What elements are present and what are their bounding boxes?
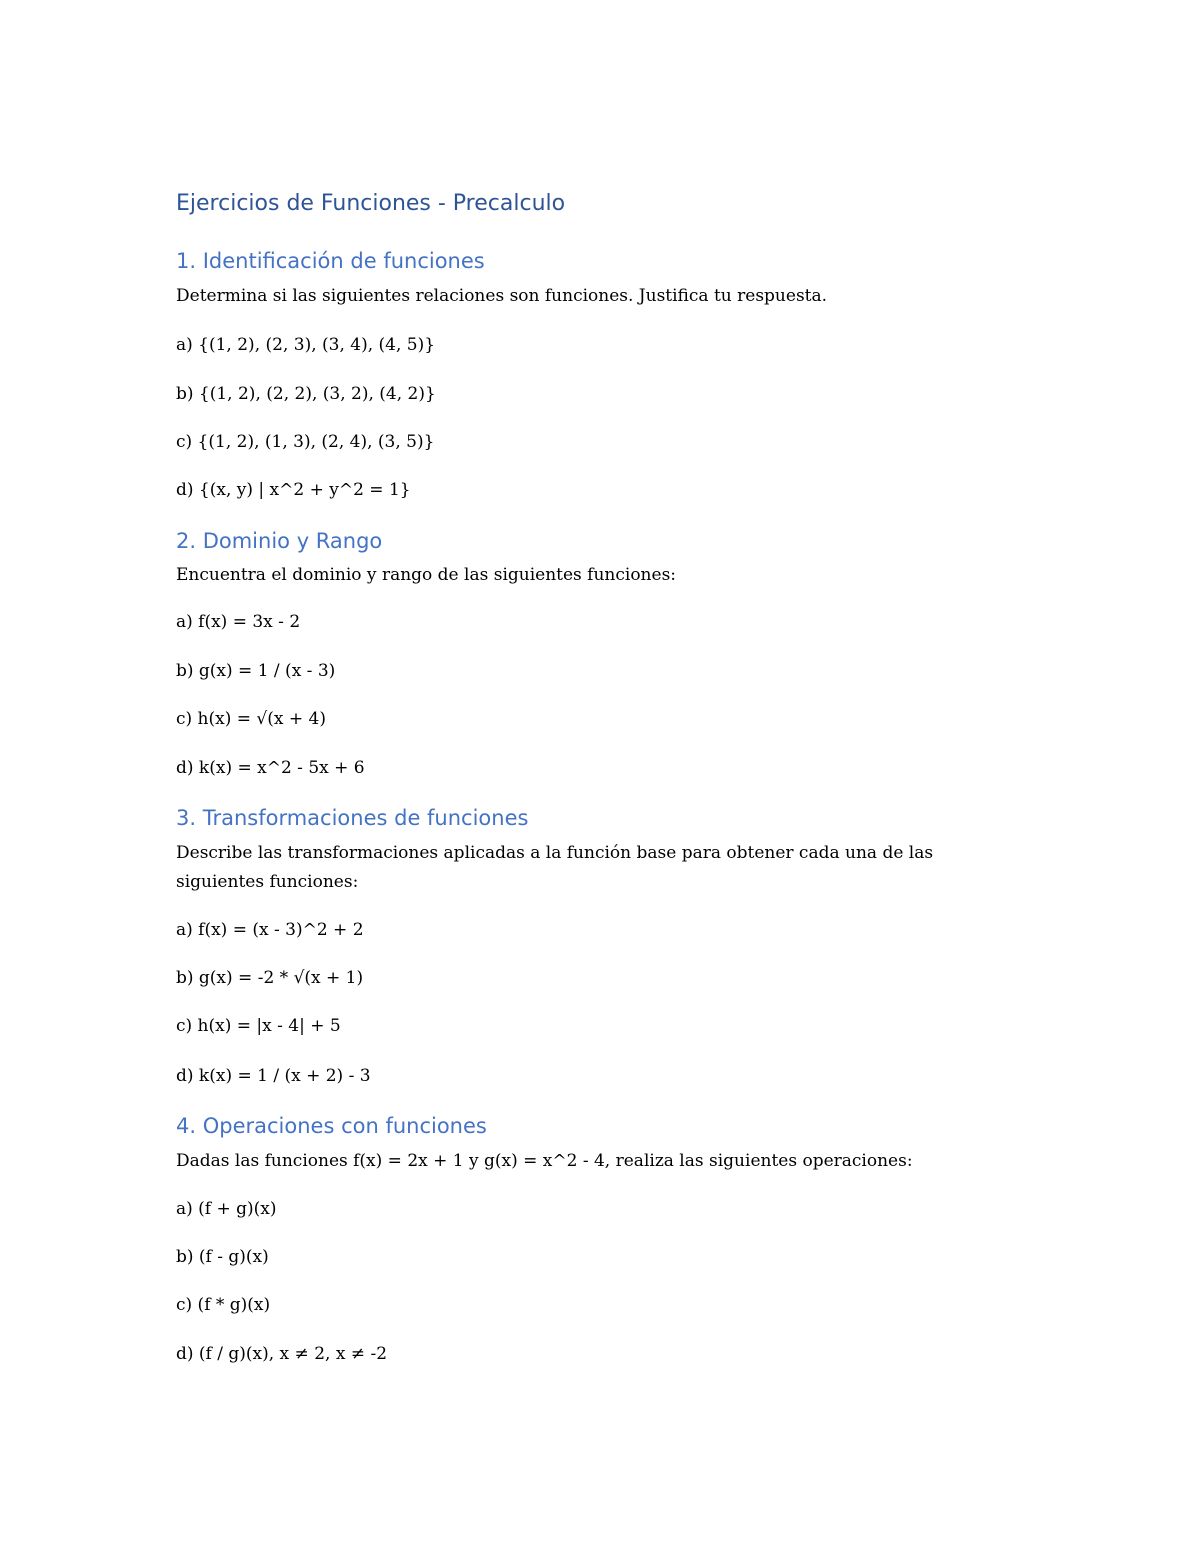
section-intro-transformaciones: Describe las transformaciones aplicadas a la función base para obtener cada una de las siguientes funciones:	[176, 843, 934, 892]
exercise-item: d) k(x) = x^2 - 5x + 6	[176, 758, 365, 778]
exercise-item: d) k(x) = 1 / (x + 2) - 3	[176, 1066, 371, 1086]
exercise-item: d) (f / g)(x), x ≠ 2, x ≠ -2	[176, 1344, 388, 1364]
exercise-item: b) (f - g)(x)	[176, 1247, 269, 1267]
section-intro-identificacion: Determina si las siguientes relaciones son funciones. Justifica tu respuesta.	[176, 286, 828, 306]
exercise-item: a) f(x) = (x - 3)^2 + 2	[176, 920, 364, 940]
exercise-item: c) h(x) = |x - 4| + 5	[176, 1016, 341, 1036]
exercise-item: b) g(x) = 1 / (x - 3)	[176, 661, 336, 681]
exercise-item: c) (f * g)(x)	[176, 1295, 271, 1315]
section-heading-dominio-rango: 2. Dominio y Rango	[176, 529, 383, 553]
exercise-item: a) {(1, 2), (2, 3), (3, 4), (4, 5)}	[176, 335, 436, 355]
exercise-item: b) {(1, 2), (2, 2), (3, 2), (4, 2)}	[176, 384, 436, 404]
section-heading-identificacion: 1. Identificación de funciones	[176, 249, 485, 273]
section-heading-transformaciones: 3. Transformaciones de funciones	[176, 806, 529, 830]
exercise-item: d) {(x, y) | x^2 + y^2 = 1}	[176, 480, 411, 500]
exercise-item: a) (f + g)(x)	[176, 1199, 277, 1219]
section-heading-operaciones: 4. Operaciones con funciones	[176, 1114, 487, 1138]
section-intro-operaciones: Dadas las funciones f(x) = 2x + 1 y g(x) = x^2 - 4, realiza las siguientes operaciones:	[176, 1151, 913, 1171]
exercise-item: a) f(x) = 3x - 2	[176, 612, 301, 632]
exercise-item: c) {(1, 2), (1, 3), (2, 4), (3, 5)}	[176, 432, 435, 452]
exercise-item: c) h(x) = √(x + 4)	[176, 709, 326, 729]
exercise-item: b) g(x) = -2 * √(x + 1)	[176, 968, 364, 988]
document-title: Ejercicios de Funciones - Precalculo	[176, 191, 566, 216]
section-intro-dominio-rango: Encuentra el dominio y rango de las siguientes funciones:	[176, 565, 677, 585]
